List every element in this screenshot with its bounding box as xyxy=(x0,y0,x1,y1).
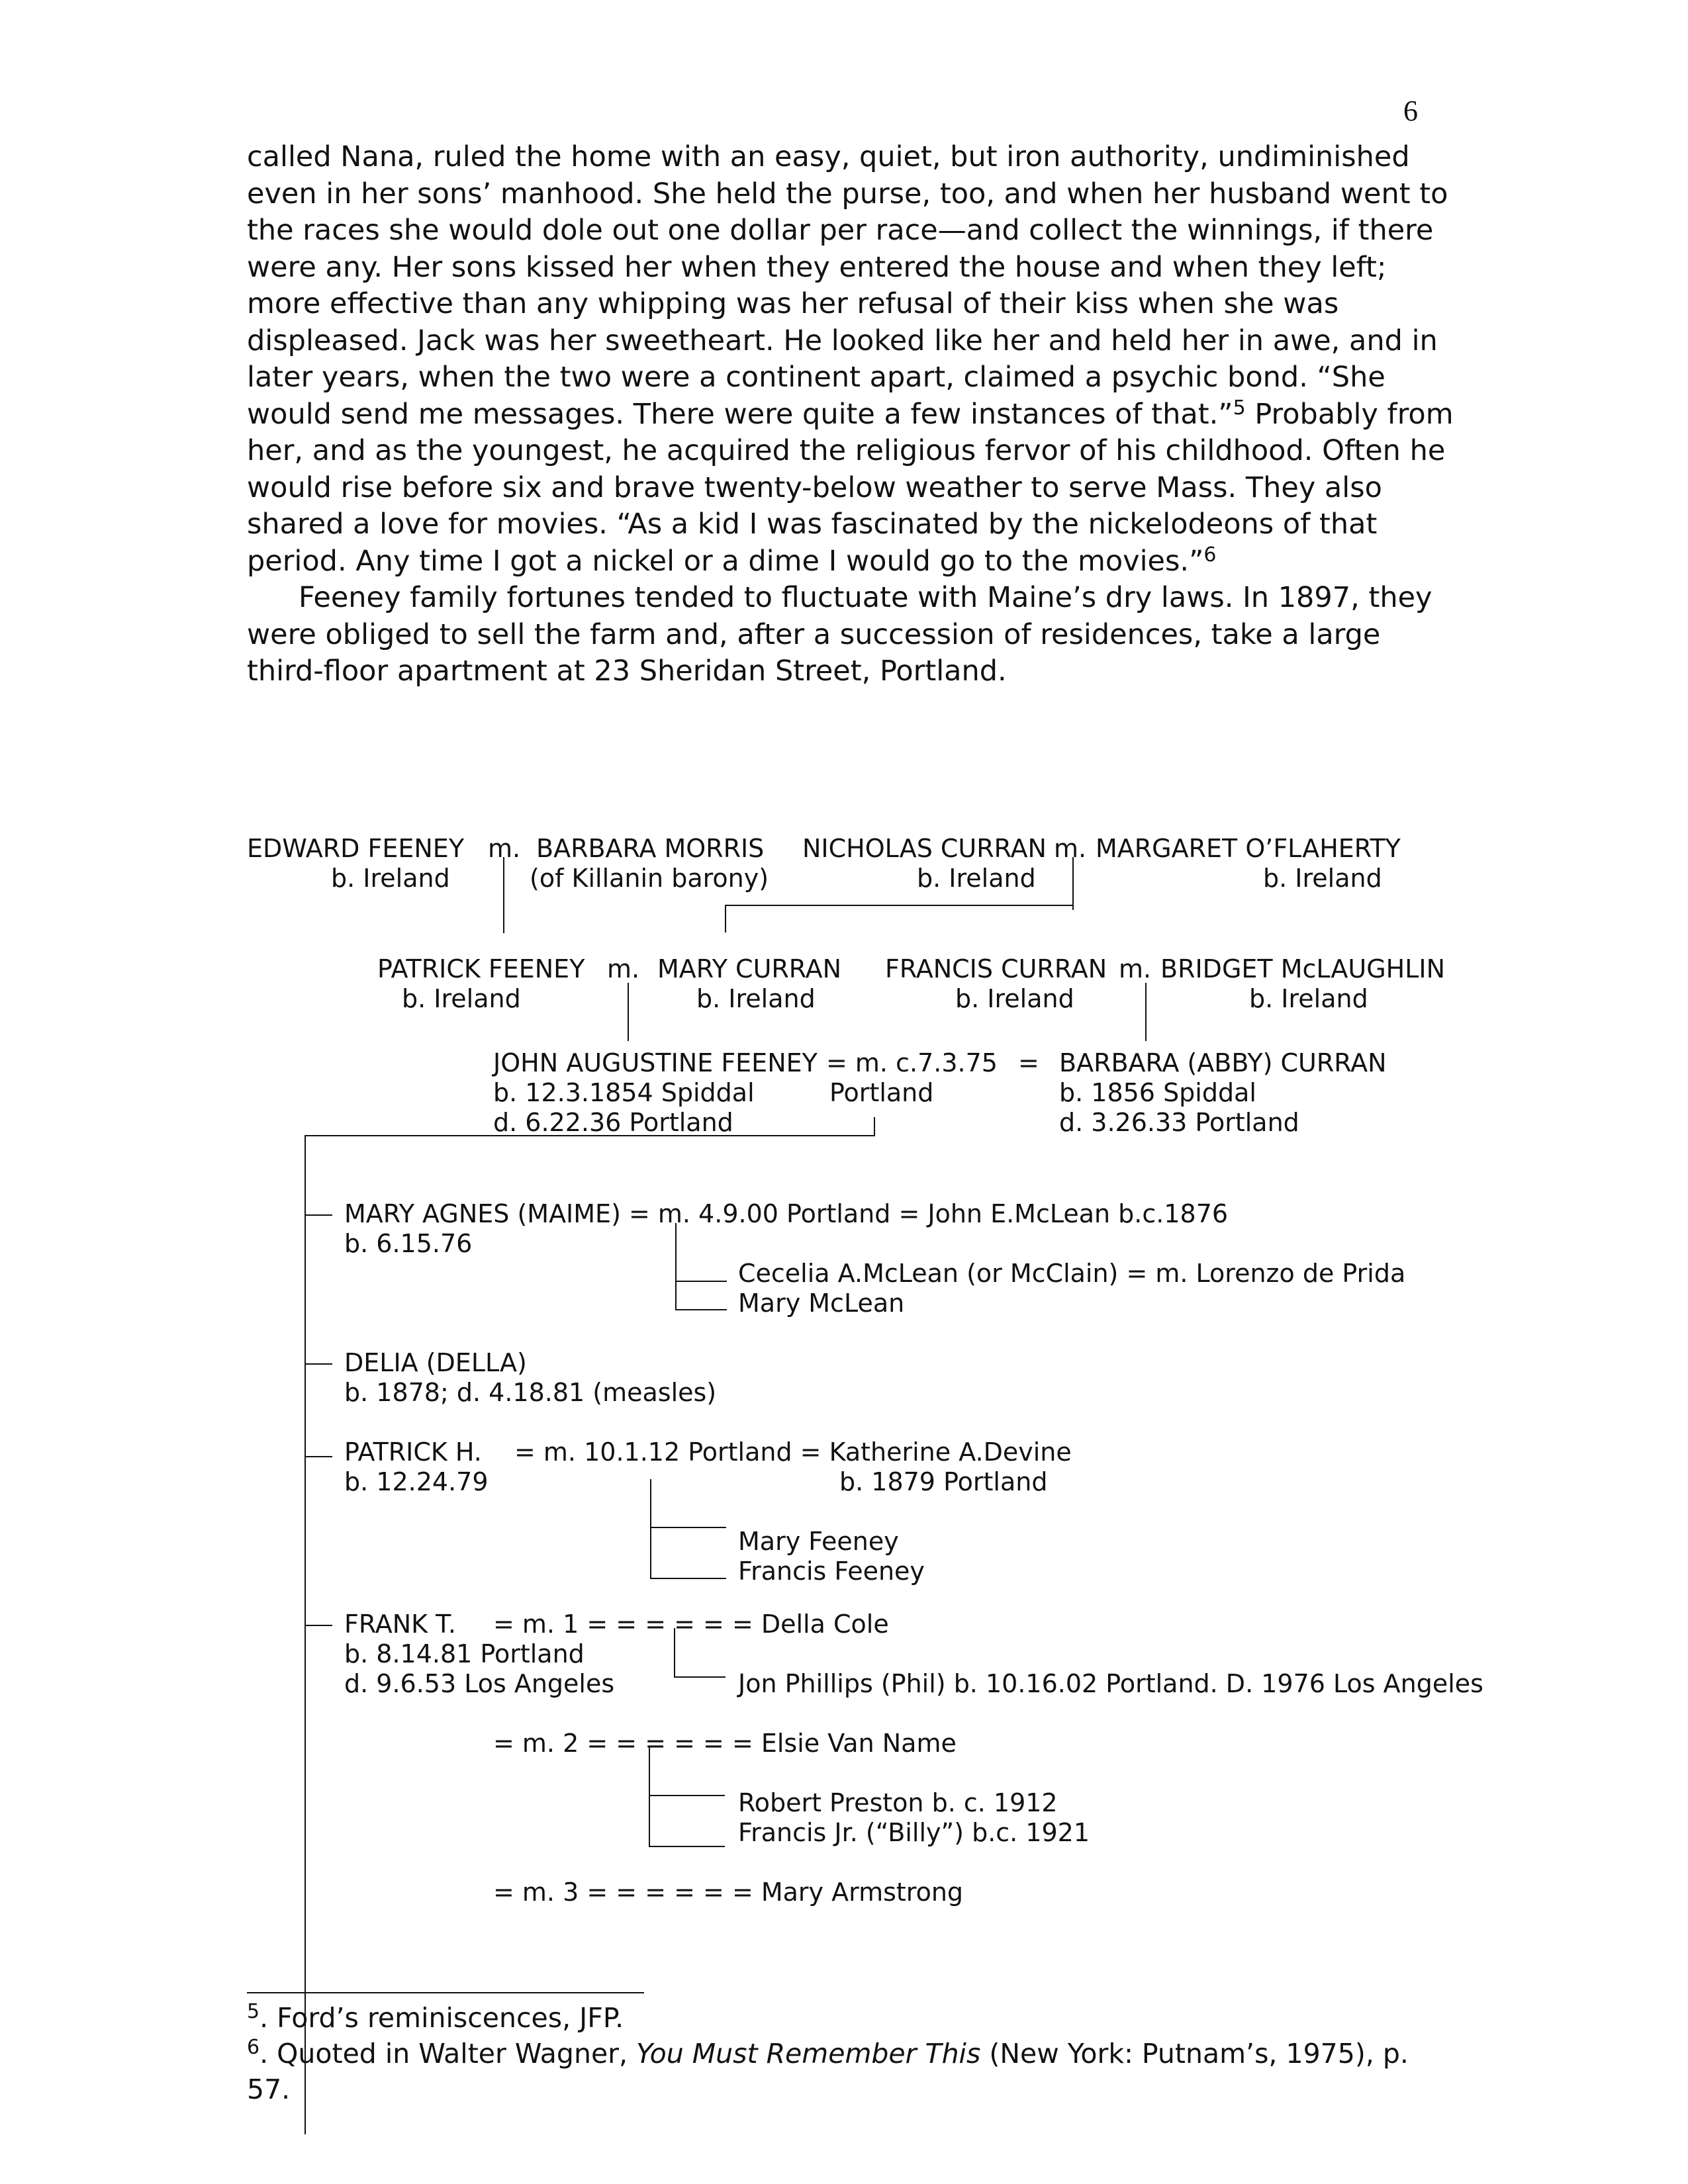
mary-agnes: MARY AGNES (MAIME) = m. 4.9.00 Portland = John E.McLean b.c.1876 xyxy=(344,1199,1229,1228)
john-augustine-feeney: JOHN AUGUSTINE FEENEY xyxy=(493,1048,818,1077)
mary-feeney: Mary Feeney xyxy=(738,1527,899,1556)
delia-birth-death: b. 1878; d. 4.18.81 (measles) xyxy=(344,1378,717,1407)
francis-curran-birth: b. Ireland xyxy=(955,984,1074,1013)
frank-t: FRANK T. xyxy=(344,1610,456,1639)
marriage-mark: m. xyxy=(1119,954,1152,983)
connector-line xyxy=(305,1625,332,1626)
page-number: 6 xyxy=(1403,95,1418,127)
paragraph-2: Feeney family fortunes tended to fluctuate with Maine’s dry laws. In 1897, they were obliged to sell the farm and, after a succession of residences, take a large third-floor apartment at 23 Sheridan Street, Portland. xyxy=(247,581,1432,688)
frank-marriage-1: = m. 1 = = = = = = Della Cole xyxy=(493,1610,889,1639)
edward-feeney: EDWARD FEENEY xyxy=(247,834,465,863)
connector-line xyxy=(1072,857,1074,910)
connector-line xyxy=(649,1846,725,1847)
family-trunk-line xyxy=(305,1135,306,2134)
john-birth: b. 12.3.1854 Spiddal xyxy=(493,1078,755,1107)
connector-line xyxy=(305,1456,332,1457)
connector-line xyxy=(650,1479,651,1578)
francis-feeney: Francis Feeney xyxy=(738,1557,925,1586)
jon-phillips: Jon Phillips (Phil) b. 10.16.02 Portland. D. 1976 Los Angeles xyxy=(738,1669,1483,1698)
connector-line xyxy=(725,905,1074,906)
footnote-ref-6: 6 xyxy=(1203,543,1217,567)
margaret-oflaherty: MARGARET O’FLAHERTY xyxy=(1096,834,1401,863)
barbara-morris-origin: (of Killanin barony) xyxy=(530,864,769,893)
cecelia-mclean: Cecelia A.McLean (or McClain) = m. Lorenzo de Prida xyxy=(738,1259,1406,1288)
nicholas-curran: NICHOLAS CURRAN xyxy=(802,834,1047,863)
delia: DELIA (DELLA) xyxy=(344,1348,527,1377)
marriage-place: Portland xyxy=(829,1078,934,1107)
connector-line xyxy=(675,1281,727,1282)
frank-birth: b. 8.14.81 Portland xyxy=(344,1639,585,1668)
connector-line xyxy=(650,1578,726,1579)
marriage-mark: m. xyxy=(607,954,640,983)
connector-line xyxy=(650,1527,726,1528)
john-death: d. 6.22.36 Portland xyxy=(493,1108,733,1137)
patrick-h-birth: b. 12.24.79 xyxy=(344,1467,489,1496)
footnote-ref-5: 5 xyxy=(1233,396,1246,420)
mary-curran-birth: b. Ireland xyxy=(696,984,816,1013)
connector-line xyxy=(305,1135,875,1136)
abby-death: d. 3.26.33 Portland xyxy=(1059,1108,1299,1137)
nicholas-birth: b. Ireland xyxy=(917,864,1036,893)
francis-curran: FRANCIS CURRAN xyxy=(885,954,1107,983)
patrick-feeney: PATRICK FEENEY xyxy=(377,954,585,983)
connector-line xyxy=(675,1223,677,1309)
barbara-abby-curran: BARBARA (ABBY) CURRAN xyxy=(1059,1048,1387,1077)
connector-line xyxy=(674,1676,726,1678)
book-title: You Must Remember This xyxy=(636,2038,981,2070)
bridget-birth: b. Ireland xyxy=(1249,984,1368,1013)
connector-line xyxy=(674,1628,675,1678)
connector-line xyxy=(649,1747,650,1846)
connector-line xyxy=(503,857,504,933)
equals-sign: = xyxy=(1018,1048,1039,1077)
barbara-morris: BARBARA MORRIS xyxy=(536,834,765,863)
frank-marriage-2: = m. 2 = = = = = = Elsie Van Name xyxy=(493,1729,957,1758)
connector-line xyxy=(649,1795,725,1796)
connector-line xyxy=(675,1309,727,1310)
katherine-birth: b. 1879 Portland xyxy=(839,1467,1048,1496)
john-marriage: = m. c.7.3.75 xyxy=(826,1048,998,1077)
frank-death: d. 9.6.53 Los Angeles xyxy=(344,1669,615,1698)
connector-line xyxy=(628,983,629,1041)
footnote-rule xyxy=(247,1992,644,1993)
mary-agnes-birth: b. 6.15.76 xyxy=(344,1229,473,1258)
margaret-birth: b. Ireland xyxy=(1263,864,1382,893)
footnote-5: $^5$. Ford’s reminiscences, JFP. xyxy=(247,2000,624,2034)
paragraph-1: called Nana, ruled the home with an easy, quiet, but iron authority, undiminished even in her sons’ manhood. She held the purse, too, and when her husband went to the races she would dole out one dollar per race—and collect the winnings, if there were any. Her sons kissed her when they entered the house and when they left; more effective than any whipping was her refusal of their kiss when she was displeased. Jack was her sweetheart. He looked like her and held her in awe, and in later years, when the two were a continent apart, claimed a psychic bond. “She would send me messages. There were quite a few instances of that.”$^5$ Probably from her, and as the youngest, he acquired the religious fervor of his childhood. Often he would rise before six and brave twenty-below weather to serve Mass. They also shared a love for movies. “As a kid I was fascinated by the nickelodeons of that period. Any time I got a nickel or a dime I would go to the movies.”$^6$ xyxy=(247,140,1454,578)
frank-marriage-3: = m. 3 = = = = = = Mary Armstrong xyxy=(493,1878,964,1907)
abby-birth: b. 1856 Spiddal xyxy=(1059,1078,1256,1107)
patrick-feeney-birth: b. Ireland xyxy=(402,984,521,1013)
robert-preston: Robert Preston b. c. 1912 xyxy=(738,1788,1058,1817)
footnote-6: $^6$. Quoted in Walter Wagner, You Must Remember This (New York: Putnam’s, 1975), p. 57. xyxy=(247,2036,1409,2105)
bridget-mclaughlin: BRIDGET McLAUGHLIN xyxy=(1160,954,1446,983)
marriage-mark: m. xyxy=(1054,834,1087,863)
mary-mclean: Mary McLean xyxy=(738,1289,905,1318)
mary-curran: MARY CURRAN xyxy=(657,954,842,983)
connector-line xyxy=(305,1214,332,1216)
francis-jr: Francis Jr. (“Billy”) b.c. 1921 xyxy=(738,1818,1090,1847)
patrick-h: PATRICK H. xyxy=(344,1437,482,1467)
body-text xyxy=(247,139,1458,690)
connector-line xyxy=(305,1363,332,1365)
connector-line xyxy=(725,905,726,933)
connector-line xyxy=(1145,983,1147,1041)
connector-line xyxy=(874,1117,875,1136)
patrick-h-marriage: = m. 10.1.12 Portland = Katherine A.Devine xyxy=(514,1437,1072,1467)
edward-birth: b. Ireland xyxy=(331,864,450,893)
marriage-mark: m. xyxy=(488,834,521,863)
